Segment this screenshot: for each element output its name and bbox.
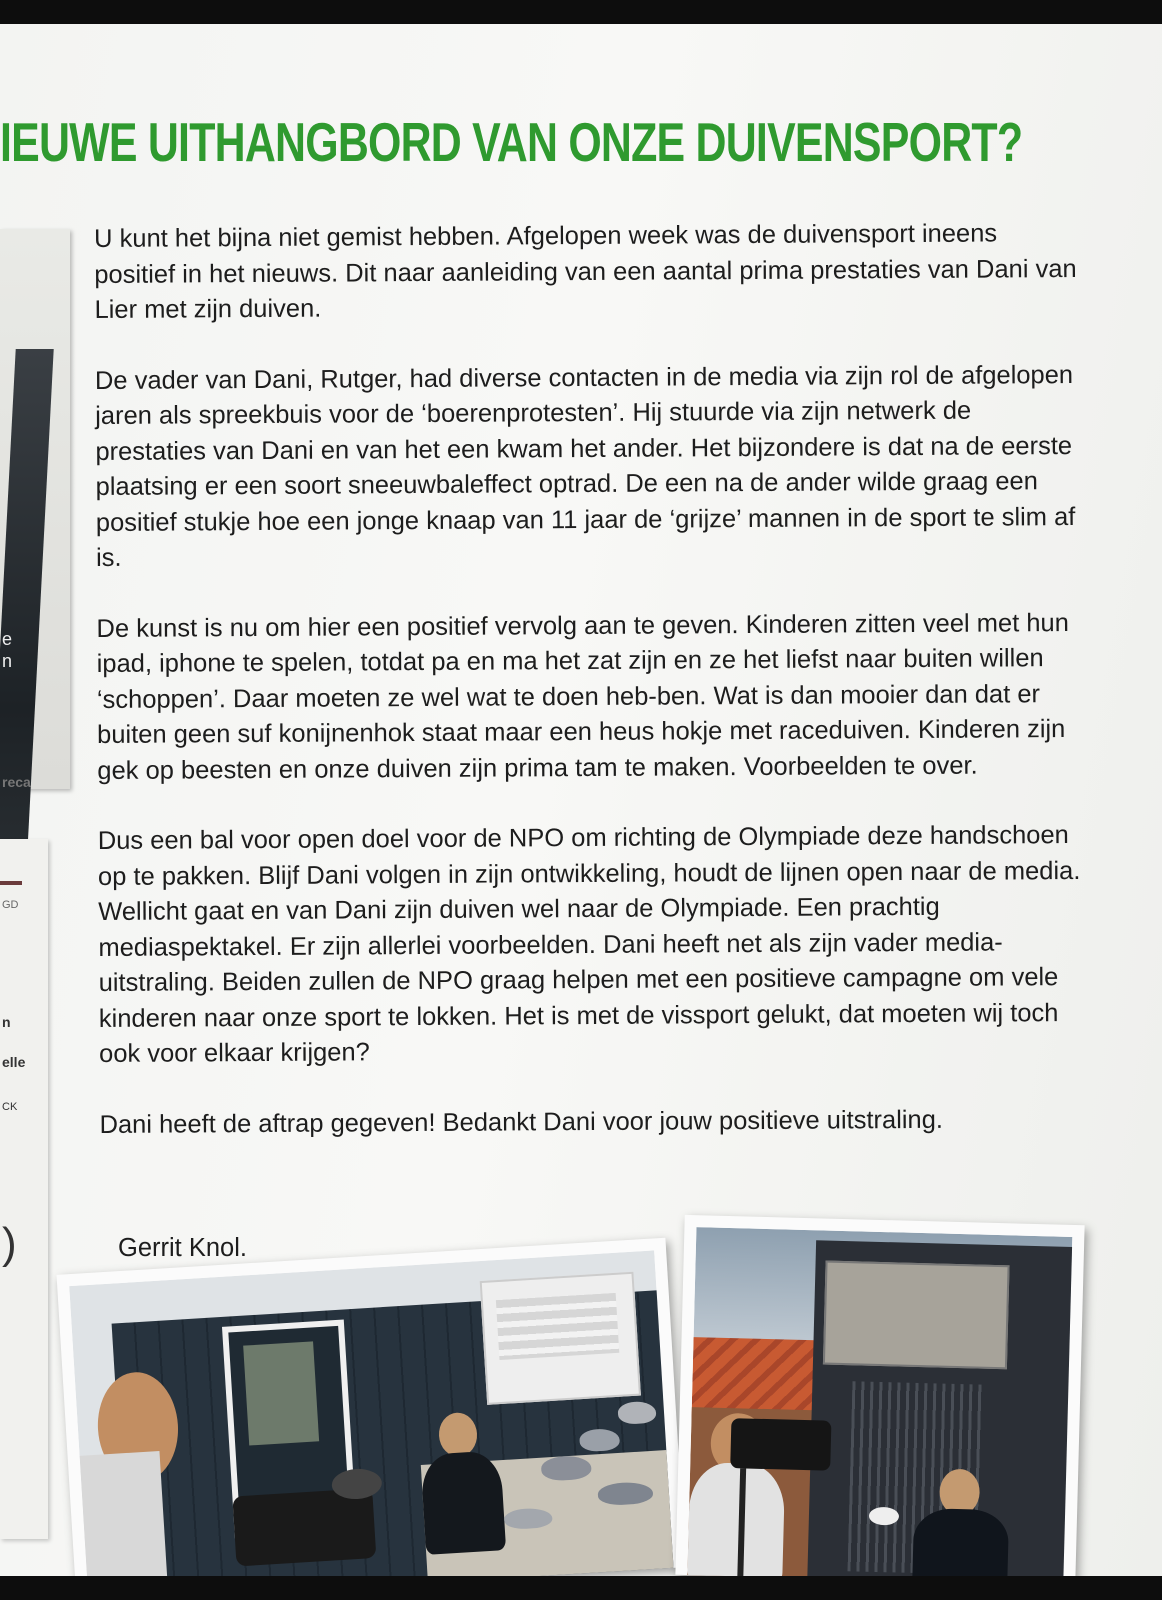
clipping-fragment: reca (2, 774, 31, 790)
photo-scene (69, 1250, 673, 1576)
article-body (94, 216, 1090, 1178)
photo-boy-with-pigeons (56, 1238, 685, 1576)
left-clipping-bottom (0, 839, 48, 1539)
headline: IEUWE UITHANGBORD VAN ONZE DUIVENSPORT? (0, 111, 1023, 173)
clipping-fragment: n (2, 651, 13, 671)
clipping-fragment: e (2, 629, 13, 649)
magazine-page (0, 24, 1162, 1576)
clipping-fragment: n (2, 1014, 11, 1030)
clipping-fragment: elle (2, 1054, 26, 1070)
clipping-fragment: GD (2, 899, 19, 911)
paragraph: U kunt het bijna niet gemist hebben. Afgelopen week was de duivensport ineens positief in het nieuws. Dit naar aanleiding van een aantal prima prestaties van Dani van Lier met zijn duiven. (94, 219, 1077, 324)
paragraph: Dus een bal voor open doel voor de NPO om richting de Olympiade deze handschoen op te pakken. Blijf Dani volgen in zijn ontwikkeling, houdt de lijnen open naar de media. Wellicht gaat en van Dani zijn duiven wel naar de Olympiade. Een prachtig mediaspektakel. Er zijn allerlei voorbeelden. Dani heeft net als zijn vader media-uitstraling. Beiden zullen de NPO graag helpen met een positieve campagne om vele kinderen naar onze sport te lokken. Het is met de vissport gelukt, dat moeten wij toch ook voor elkaar krijgen? (97, 821, 1081, 1068)
photo-scene (687, 1227, 1072, 1576)
paragraph: De kunst is nu om hier een positief vervolg aan te geven. Kinderen zitten veel met hun ipad, iphone te spelen, totdat pa en ma het zat zijn en ze het liefst naar buiten willen ‘schoppen’. Daar moeten ze wel wat te doen heb-ben. Wat is dan mooier dan dat er buiten geen suf konijnenhok staat maar een heus hokje met raceduiven. Kinderen zijn gek op beesten en onze duiven zijn prima tam te maken. Voorbeelden te over. (96, 608, 1069, 785)
paragraph: Dani heeft de aftrap gegeven! Bedankt Dani voor jouw positieve uitstraling. (99, 1105, 944, 1139)
signature: Gerrit Knol. (118, 1234, 247, 1262)
left-clipping-top (0, 229, 70, 789)
clipping-fragment: CK (2, 1101, 18, 1113)
photo-interview (675, 1215, 1084, 1576)
clipping-fragment: ) (2, 1219, 17, 1268)
paragraph: De vader van Dani, Rutger, had diverse contacten in de media via zijn rol de afgelopen jaren als spreekbuis voor de ‘boerenprotesten’. Hij stuurde via zijn netwerk de prestaties van Dani en van het een kwam het ander. Het bijzondere is dat na de eerste plaatsing er een soort sneeuwbaleffect optrad. De een na de ander wilde graag een positief stukje hoe een jonge knaap van 11 jaar de ‘grijze’ mannen in de sport te slim af is. (94, 360, 1076, 572)
clipping-rule (0, 881, 22, 885)
